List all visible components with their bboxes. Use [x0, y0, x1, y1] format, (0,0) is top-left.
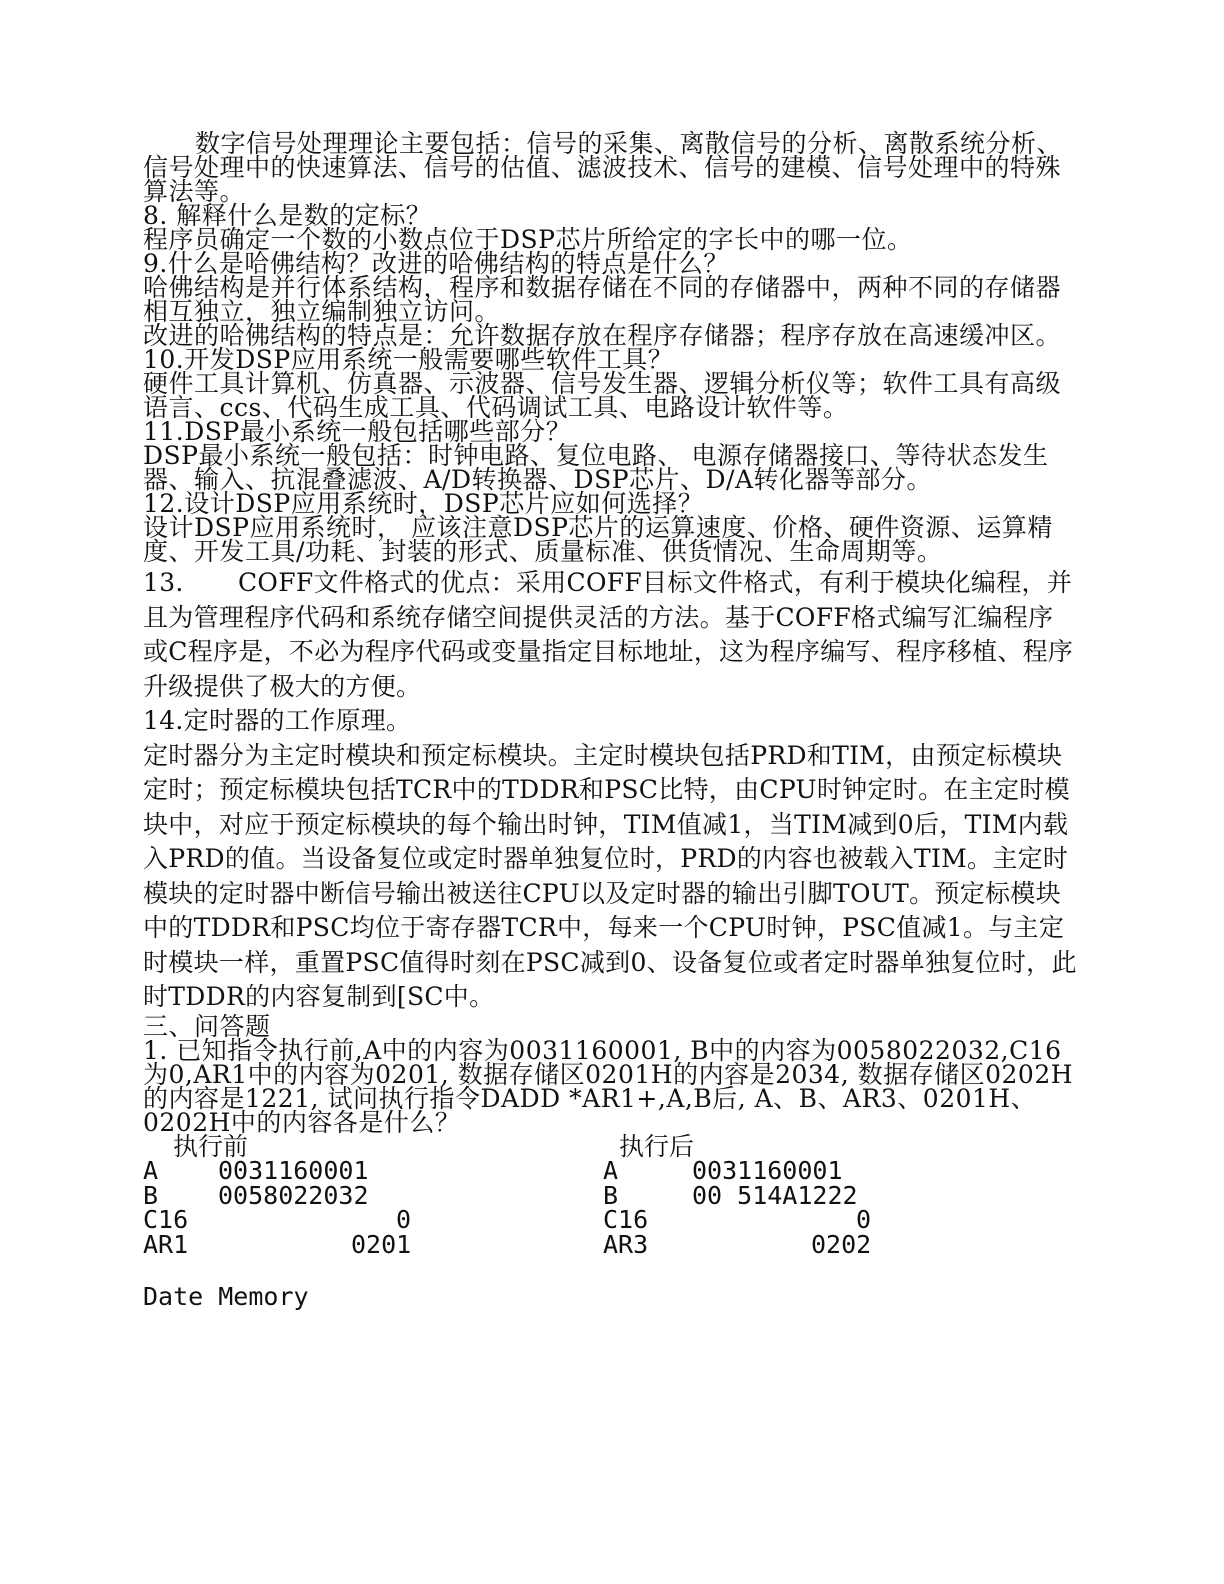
section3-heading: 三、问答题	[143, 1011, 271, 1041]
q8-question: 8. 解释什么是数的定标？	[143, 201, 432, 230]
q13-number: 13.	[143, 568, 184, 597]
q9-answer-2: 改进的哈佛结构的特点是：允许数据存放在程序存储器；程序存放在高速缓冲区。	[143, 321, 1062, 350]
after-label: 执行后	[619, 1131, 695, 1161]
register-value: 0201	[351, 1229, 412, 1259]
register-value: 0202	[811, 1229, 872, 1259]
after-row-ar3	[603, 1229, 903, 1259]
q14-answer: 定时器分为主定时模块和预定标模块。主定时模块包括PRD和TIM，由预定标模块定时；预定标模块包括TCR中的TDDR和PSC比特，由CPU时钟定时。在主定时模块中，对应于预定标模块的每个输出时钟，TIM值减1，当TIM减到0后，TIM内载入PRD的值。当设备复位或定时器单独复位时，PRD的内容也被载入TIM。主定时模块的定时器中断信号输出被送往CPU以及定时器的输出引脚TOUT。预定标模块中的TDDR和PSC均位于寄存器TCR中，每来一个CPU时钟，PSC值减1。与主定时模块一样，重置PSC值得时刻在PSC减到0、设备复位或者定时器单独复位时，此时TDDR的内容复制到[SC中。	[143, 740, 1077, 1011]
q10-question: 10.开发DSP应用系统一般需要哪些软件工具？	[143, 345, 674, 374]
register-value: 0031160001	[692, 1156, 843, 1185]
register-name: AR3	[603, 1229, 649, 1259]
register-value: 0031160001	[218, 1156, 369, 1185]
q12-question: 12.设计DSP应用系统时，DSP芯片应如何选择？	[143, 489, 704, 518]
register-name: A	[603, 1156, 619, 1185]
after-row-a	[603, 1156, 903, 1185]
document-page	[143, 129, 1078, 1311]
before-column	[143, 1131, 443, 1259]
register-name: AR1	[143, 1229, 189, 1259]
after-column	[603, 1131, 903, 1259]
register-value: 0	[856, 1205, 872, 1234]
q14-question: 14.定时器的工作原理。	[143, 706, 412, 735]
q11-answer: DSP最小系统一般包括：时钟电路、复位电路、 电源存储器接口、等待状态发生器、输入、抗混叠滤波、A/D转换器、DSP芯片、D/A转化器等部分。	[143, 441, 1049, 494]
q13-paragraph	[143, 566, 1078, 704]
after-row-c16	[603, 1205, 903, 1234]
q8-answer: 程序员确定一个数的小数点位于DSP芯片所给定的字长中的哪一位。	[143, 225, 913, 254]
register-name: A	[143, 1156, 159, 1185]
before-row-a	[143, 1156, 443, 1185]
intro-paragraph: 数字信号处理理论主要包括：信号的采集、离散信号的分析、离散系统分析、信号处理中的快速算法、信号的估值、滤波技术、信号的建模、信号处理中的特殊算法等。	[143, 129, 1063, 206]
before-row-ar1	[143, 1229, 443, 1259]
register-name: B	[143, 1180, 159, 1210]
q11-question: 11.DSP最小系统一般包括哪些部分？	[143, 417, 572, 446]
q12-answer: 设计DSP应用系统时， 应该注意DSP芯片的运算速度、价格、硬件资源、运算精度、开发工具/功耗、封装的形式、质量标准、供货情况、生命周期等。	[143, 513, 1053, 566]
register-value: 0	[396, 1205, 412, 1234]
register-value: 00 514A1222	[692, 1180, 858, 1210]
q13-text: COFF文件格式的优点：采用COFF目标文件格式，有利于模块化编程，并且为管理程序代码和系统存储空间提供灵活的方法。基于COFF格式编写汇编程序或C程序是，不必为程序代码或变量指定目标地址，这为程序编写、程序移植、程序升级提供了极大的方便。	[143, 568, 1074, 701]
section3-question-1: 1. 已知指令执行前,A中的内容为0031160001, B中的内容为0058022032,C16为0,AR1中的内容为0201, 数据存储区0201H的内容是2034, 数据存储区0202H的内容是1221, 试问执行指令DADD *AR1+,A,B后, A、B、AR3、0201H、0202H中的内容各是什么？	[143, 1035, 1074, 1137]
q9-question: 9.什么是哈佛结构？改进的哈佛结构的特点是什么？	[143, 249, 729, 278]
memory-label: Date Memory	[143, 1281, 309, 1311]
register-comparison	[143, 1131, 1078, 1285]
q10-answer: 硬件工具计算机、仿真器、示波器、信号发生器、逻辑分析仪等；软件工具有高级语言、ccs、代码生成工具、代码调试工具、电路设计软件等。	[143, 369, 1062, 422]
q9-answer-1: 哈佛结构是并行体系结构，程序和数据存储在不同的存储器中，两种不同的存储器相互独立，独立编制独立访问。	[143, 273, 1062, 326]
register-value: 0058022032	[218, 1180, 369, 1210]
register-name: B	[603, 1180, 619, 1210]
register-name: C16	[143, 1205, 189, 1234]
before-label: 执行前	[173, 1131, 249, 1161]
register-name: C16	[603, 1205, 649, 1234]
before-row-c16	[143, 1205, 443, 1234]
